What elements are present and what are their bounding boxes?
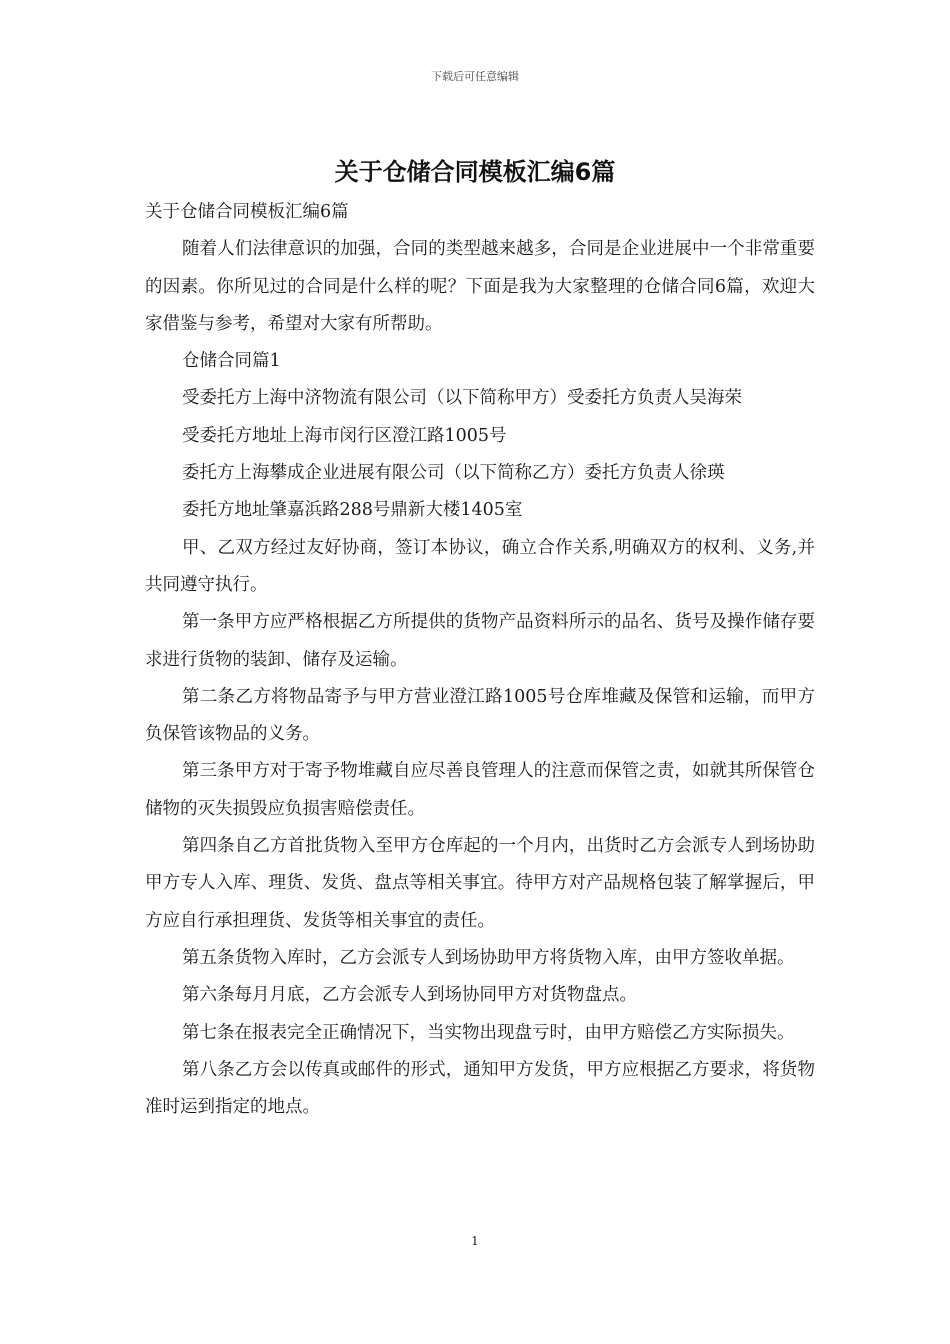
intro-paragraph: 随着人们法律意识的加强，合同的类型越来越多，合同是企业进展中一个非常重要的因素。你所见过的合同是什么样的呢？下面是我为大家整理的仓储合同6篇，欢迎大家借鉴与参考，希望对大家有所帮助。 bbox=[145, 239, 815, 334]
party-b-line: 委托方上海攀成企业进展有限公司（以下简称乙方）委托方负责人徐瑛 bbox=[182, 463, 725, 484]
clause-8: 第八条乙方会以传真或邮件的形式，通知甲方发货，甲方应根据乙方要求，将货物准时运到指定的地点。 bbox=[145, 1059, 815, 1118]
party-b-address: 委托方地址肇嘉浜路288号鼎新大楼1405室 bbox=[182, 500, 523, 521]
clause-1: 第一条甲方应严格根据乙方所提供的货物产品资料所示的品名、货号及操作储存要求进行货物的装卸、储存及运输。 bbox=[145, 612, 815, 670]
clause-6: 第六条每月月底，乙方会派专人到场协同甲方对货物盘点。 bbox=[182, 985, 637, 1006]
agreement-paragraph: 甲、乙双方经过友好协商，签订本协议，确立合作关系,明确双方的权利、义务,并共同遵守执行。 bbox=[145, 537, 815, 595]
clause-4: 第四条自乙方首批货物入至甲方仓库起的一个月内，出货时乙方会派专人到场协助甲方专人入库、理货、发货、盘点等相关事宜。待甲方对产品规格包装了解掌握后，甲方应自行承担理货、发货等相关事宜的责任。 bbox=[145, 836, 815, 931]
subtitle-paragraph: 关于仓储合同模板汇编6篇 bbox=[145, 202, 349, 222]
clause-2: 第二条乙方将物品寄予与甲方营业澄江路1005号仓库堆藏及保管和运输，而甲方负保管该物品的义务。 bbox=[145, 686, 815, 745]
document-title: 关于仓储合同模板汇编6篇 bbox=[334, 158, 616, 186]
clause-3: 第三条甲方对于寄予物堆藏自应尽善良管理人的注意而保管之责，如就其所保管仓储物的灭失损毁应负损害赔偿责任。 bbox=[145, 761, 815, 819]
document-body bbox=[145, 194, 815, 1126]
party-a-line: 受委托方上海中济物流有限公司（以下简称甲方）受委托方负责人吴海荣 bbox=[182, 388, 742, 409]
section-heading: 仓储合同篇1 bbox=[182, 351, 281, 372]
clause-5: 第五条货物入库时，乙方会派专人到场协助甲方将货物入库，由甲方签收单据。 bbox=[182, 947, 795, 968]
party-a-address: 受委托方地址上海市闵行区澄江路1005号 bbox=[182, 425, 507, 446]
clause-7: 第七条在报表完全正确情况下，当实物出现盘亏时，由甲方赔偿乙方实际损失。 bbox=[182, 1022, 795, 1043]
page-number: 1 bbox=[471, 1234, 479, 1248]
header-note: 下载后可任意编辑 bbox=[431, 70, 519, 83]
